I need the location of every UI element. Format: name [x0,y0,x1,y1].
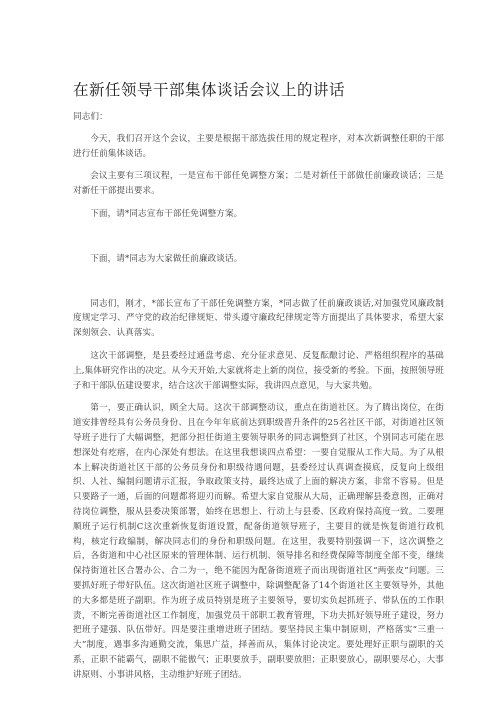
paragraph-1: 今天，我们召开这个会议，主要是根据干部选拔任用的规定程序，对本次新调整任职的干部进行任前集体谈话。 [73,133,444,159]
document-title: 在新任领导干部集体谈话会议上的讲话 [73,81,346,99]
greeting: 同志们： [73,112,108,122]
paragraph-5: 同志们，刚才，*部长宣布了干部任免调整方案，*同志做了任前廉政谈话,对加强党风廉政制度规定学习、严守党的政治纪律规矩、带头遵守廉政纪律规定等方面提出了具体要求，希望大家深刻领会、认真落实。 [73,298,444,339]
paragraph-4: 下面，请*同志为大家做任前廉政谈话。 [90,253,243,264]
paragraph-3: 下面，请*同志宣布干部任免调整方案。 [90,208,243,219]
paragraph-6: 这次干部调整，是县委经过通盘考虑、充分征求意见、反复酝酿讨论、严格组织程序的基础上,集体研究作出的决定。从今天开始,大家就将走上新的岗位，接受新的考验。下面，按照领导班子和干部队伍建设要求，结合这次干部调整实际，我讲四点意见，与大家共勉。 [73,350,444,391]
paragraph-2: 会议主要有三项议程，一是宣布干部任免调整方案；二是对新任干部做任前廉政谈话；三是对新任干部提出要求。 [73,171,444,197]
paragraph-7: 第一，要正确认识，顾全大局。这次干部调整动议，重点在街道社区。为了腾出岗位，在街道安排曾经具有公务员身份、且在今年年底前达到职级晋升条件的25名社区干部，对街道社区领导班子进行了大幅调整，把部分担任街道主要领导职务的同志调整到了社区，个别同志可能在思想深处有疙瘩，在内心深处有想法。在这里我想谈四点希望：一要自觉服从工作大局。为了从根本上解决街道社区干部的公务员身份和职级待遇问题，县委经过认真调查摸底，反复向上级组织、人社、编制问题请示汇报，争取政策支持，最终达成了上面的解决方案，非常不容易。但是只要路子一通，后面的问题都将迎刃而解。希望大家自觉服从大局，正确理解县委意图，正确对待岗位调整，服从县委决策部署，始终在思想上、行动上与县委、区政府保持高度一致。二要理顺班子运行机制C这次重新恢复街道设置，配备街道领导班子，主要目的就是恢复街道行政机构，核定行政编制，解决同志们的身份和职级问题。在这里，我要特别强调一下，这次调整之后，各街道和中心社区原来的管理体制、运行机制、领导排名和经费保障等制度全部不变，继续保持街道社区合署办公、合二为一，绝不能因为配备街道班子而出现街道社区“两张皮”问题。三要抓好班子带好队伍。这次街道社区班子调整中，除调整配备了14个街道社区主要领导外，其他的大多都是班子副职。作为班子成员特别是班子主要领导，要切实负起抓班子、带队伍的工作职责，不断完善街道社区工作制度，加强党员干部职工教育管理，下功夫抓好领导班子建设，努力把班子建强、队伍带好。四是要注重增进班子团结。要坚持民主集中制原则，严格落实“三重一大”制度，遇事多沟通勤交流，集思广益，择善而从，集体讨论决定。要处理好正职与副职的关系，正职不能霸气，副职不能傲气；正职要放手，副职要放胆；正职要放心，副职要尽心，大事讲原则、小事讲风格，主动维护好班子团结。 [73,403,444,680]
